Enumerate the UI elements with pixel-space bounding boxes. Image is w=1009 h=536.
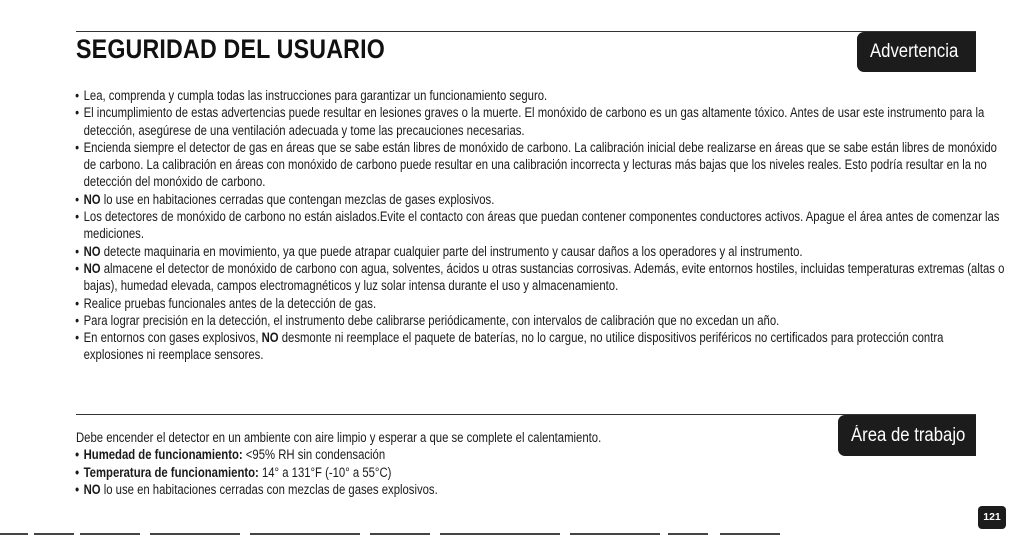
warning-item: • Los detectores de monóxido de carbono no están aislados.Evite el contacto con áreas que puedan contener componentes conductores activos. Apague el área antes de comenzar las mediciones. <box>76 208 1006 243</box>
warning-item: • NO detecte maquinaria en movimiento, ya que puede atrapar cualquier parte del instrumento y causar daños a los operadores y al instrumento. <box>76 243 1006 260</box>
warning-item: • NO almacene el detector de monóxido de carbono con agua, solventes, ácidos u otras sustancias corrosivas. Además, evite entornos hostiles, incluidas temperaturas extremas (altas o bajas), humedad elevada, campos electromagnéticos y luz solar intensa durante el uso y almacenamiento. <box>76 260 1006 295</box>
work-area-intro: Debe encender el detector en un ambiente con aire limpio y esperar a que se complete el calentamiento. <box>76 430 602 445</box>
work-area-item: • NO lo use en habitaciones cerradas con mezclas de gases explosivos. <box>76 481 837 498</box>
work-area-content <box>76 429 837 498</box>
warning-item: • NO lo use en habitaciones cerradas que contengan mezclas de gases explosivos. <box>76 191 1006 208</box>
warning-tag-label: Advertencia <box>870 41 959 62</box>
work-area-tag <box>838 415 976 456</box>
warning-item: • En entornos con gases explosivos, NO desmonte ni reemplace el paquete de baterías, no lo cargue, no utilice dispositivos periféricos no certificados para protección contra explosiones ni reemplace sensores. <box>76 329 1006 364</box>
header-rule <box>76 31 976 32</box>
warning-item: • Encienda siempre el detector de gas en áreas que se sabe están libres de monóxido de carbono. La calibración inicial debe realizarse en áreas que se sabe están libres de monóxido de carbono. La calibración en áreas con monóxido de carbono puede resultar en una calibración incorrecta y lecturas más bajas que los niveles reales. Esto podría resultar en la no detección del monóxido de carbono. <box>76 139 1006 191</box>
warnings-list <box>76 87 1006 364</box>
warning-item: • Lea, comprenda y cumpla todas las instrucciones para garantizar un funcionamiento seguro. <box>76 87 1006 104</box>
work-area-item: • Humedad de funcionamiento: <95% RH sin condensación <box>76 446 837 463</box>
page-number: 121 <box>978 506 1006 529</box>
warning-item: • El incumplimiento de estas advertencias puede resultar en lesiones graves o la muerte. El monóxido de carbono es un gas altamente tóxico. Antes de usar este instrumento para la detección, asegúrese de una ventilación adecuada y tome las precauciones necesarias. <box>76 104 1006 139</box>
work-area-item: • Temperatura de funcionamiento: 14° a 131°F (-10° a 55°C) <box>76 464 837 481</box>
warning-item: • Para lograr precisión en la detección, el instrumento debe calibrarse periódicamente, con intervalos de calibración que no excedan un año. <box>76 312 1006 329</box>
warning-item: • Realice pruebas funcionales antes de la detección de gas. <box>76 295 1006 312</box>
work-area-tag-label: Área de trabajo <box>851 425 966 446</box>
warning-tag <box>857 32 976 72</box>
page-title: SEGURIDAD DEL USUARIO <box>76 34 385 64</box>
